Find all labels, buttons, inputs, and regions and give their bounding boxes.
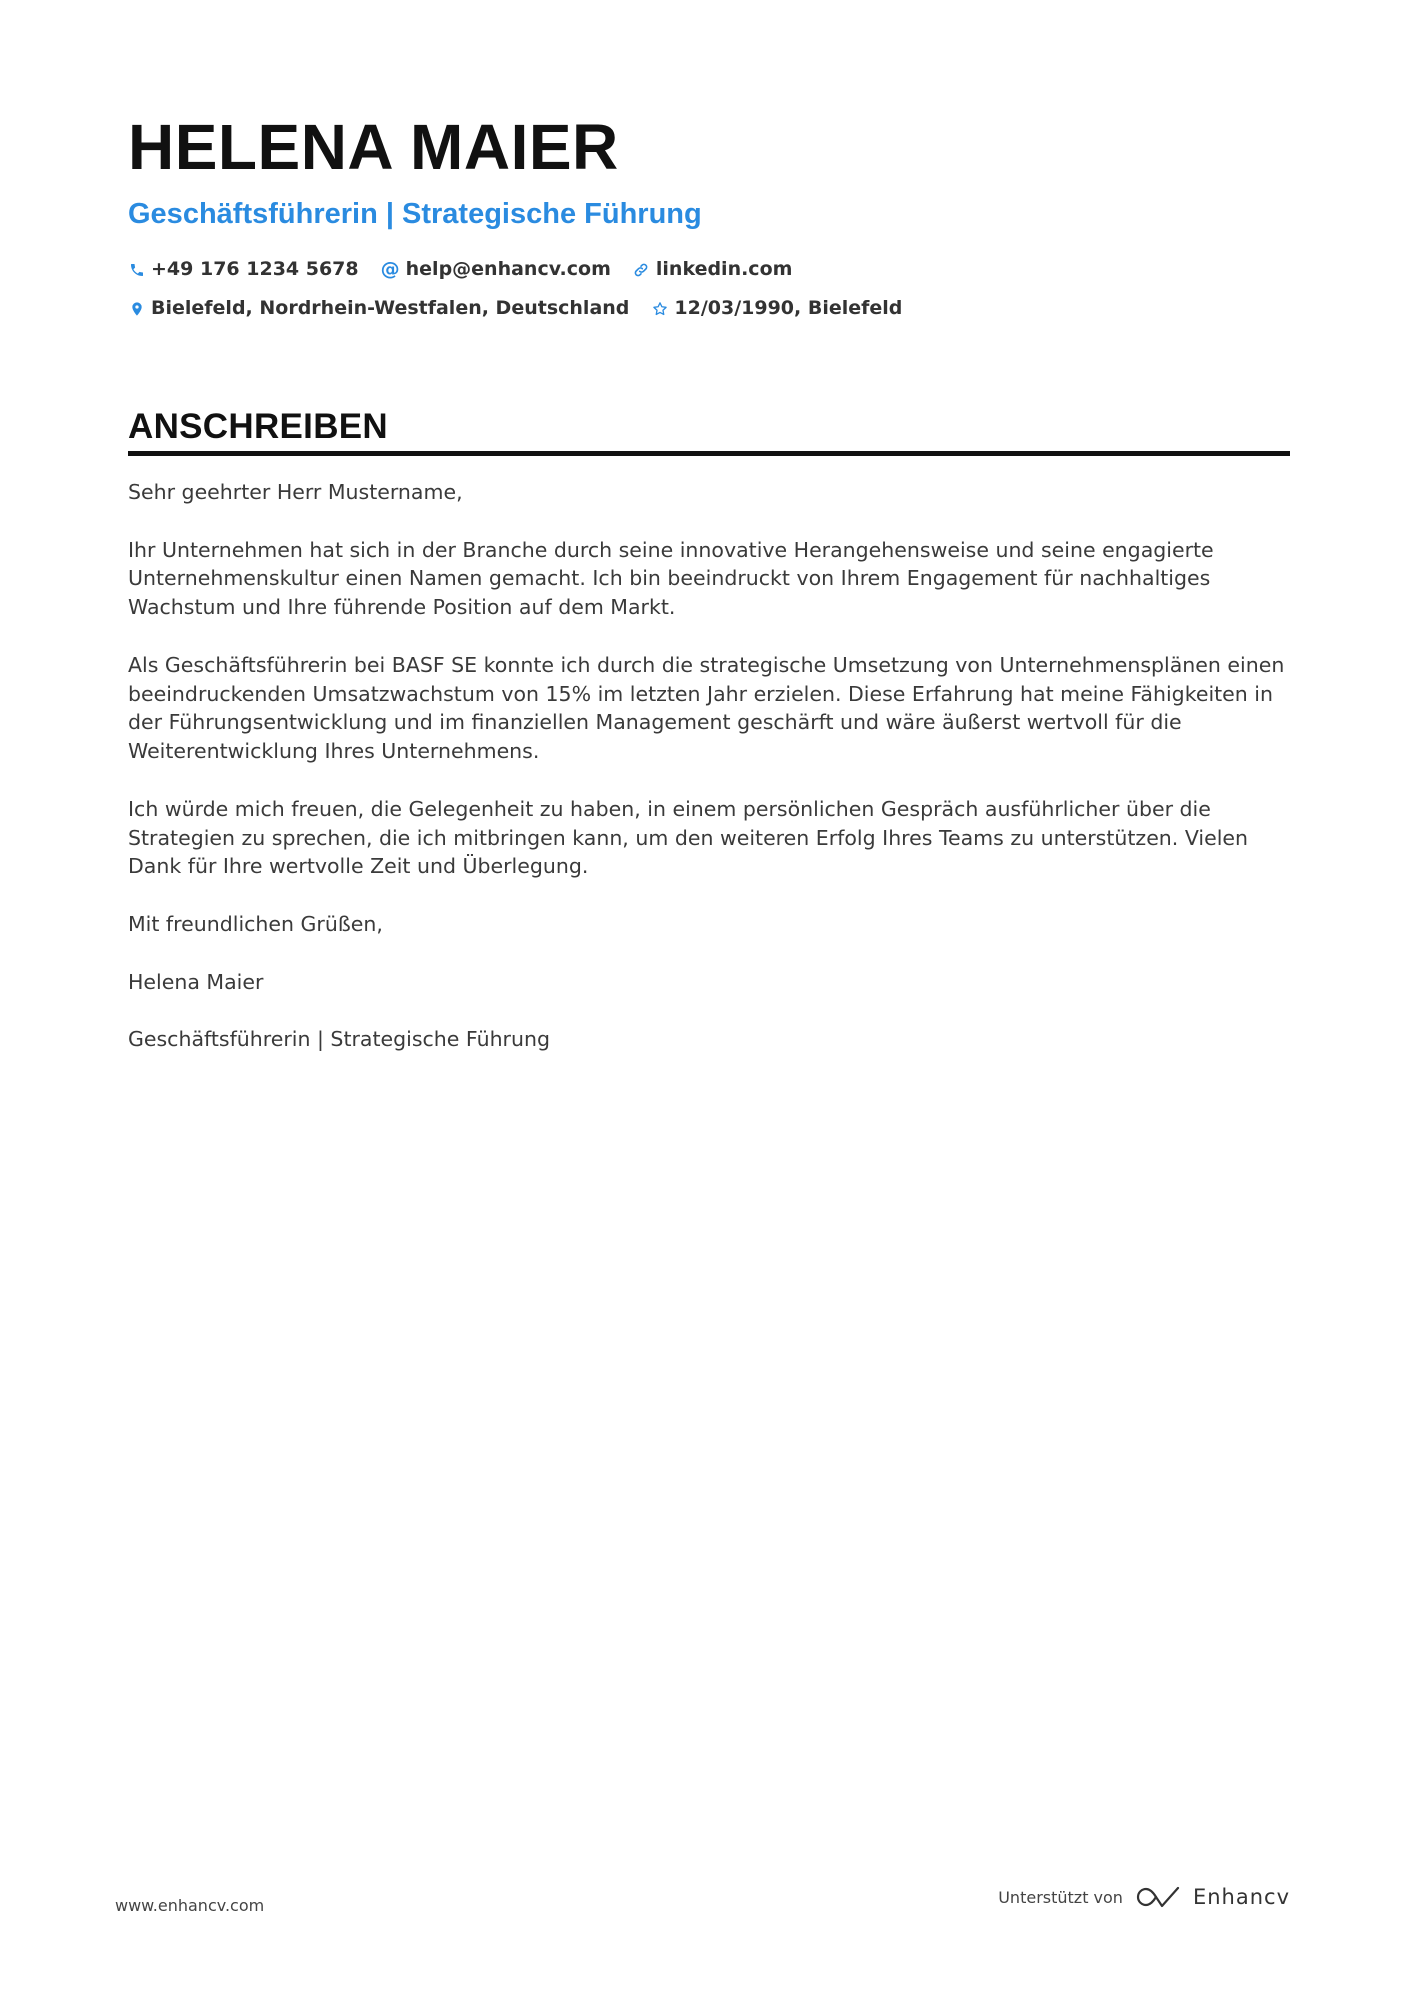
signature-name: Helena Maier — [128, 969, 264, 994]
brand-name: Enhancv — [1192, 1885, 1290, 1909]
location-pin-icon — [128, 300, 145, 317]
powered-by-text: Unterstützt von — [998, 1887, 1123, 1907]
at-icon: @ — [380, 258, 400, 280]
section-title: ANSCHREIBEN — [128, 407, 388, 446]
phone-text: +49 176 1234 5678 — [151, 258, 359, 280]
footer-branding — [998, 1884, 1290, 1910]
letter-paragraph: Ihr Unternehmen hat sich in der Branche durch seine innovative Herangehensweise und seine engagierte Unternehmenskultur einen Namen gemacht. Ich bin beeindruckt von Ihrem Engagement für nachhaltiges Wachstum und Ihre führende Position auf dem Markt. — [128, 537, 1214, 620]
letter-salutation: Sehr geehrter Herr Mustername, — [128, 480, 463, 504]
phone-icon — [128, 261, 145, 278]
applicant-name: HELENA MAIER — [128, 111, 619, 183]
contact-location — [128, 295, 629, 322]
header — [128, 108, 1288, 322]
enhancv-logo-icon — [1135, 1884, 1181, 1910]
applicant-title: Geschäftsführerin | Strategische Führung — [128, 198, 702, 230]
location-text: Bielefeld, Nordrhein-Westfalen, Deutschland — [151, 297, 630, 319]
email-text[interactable]: help@enhancv.com — [405, 258, 611, 280]
footer-website[interactable]: www.enhancv.com — [115, 1896, 265, 1915]
star-icon — [651, 300, 668, 317]
contact-email[interactable] — [381, 256, 611, 283]
letter-closing: Mit freundlichen Grüßen, — [128, 911, 383, 936]
contact-birth — [651, 295, 902, 322]
letter-paragraph: Ich würde mich freuen, die Gelegenheit zu haben, in einem persönlichen Gespräch ausführlicher über die Strategien zu sprechen, die ich mitbringen kann, um den weiteren Erfolg Ihres Teams zu unterstützen. Vielen Dank für Ihre wertvolle Zeit und Überlegung. — [128, 796, 1249, 879]
contact-phone — [128, 256, 359, 283]
link-icon — [633, 261, 650, 278]
cover-letter-section — [128, 405, 1290, 1083]
letter-paragraph: Als Geschäftsführerin bei BASF SE konnte ich durch die strategische Umsetzung von Unternehmensplänen einen beeindruckenden Umsatzwachstum von 15% im letzten Jahr erzielen. Diese Erfahrung hat meine Fähigkeiten in der Führungsentwicklung und im finanziellen Management geschärft und wäre äußerst wertvoll für die Weiterentwicklung Ihres Unternehmens. — [128, 652, 1285, 764]
contact-info — [128, 256, 1288, 322]
section-divider — [128, 451, 1290, 456]
linkedin-text[interactable]: linkedin.com — [655, 258, 793, 280]
birth-text: 12/03/1990, Bielefeld — [674, 297, 903, 319]
letter-body — [128, 478, 1290, 1054]
signature-title: Geschäftsführerin | Strategische Führung — [128, 1027, 550, 1052]
contact-linkedin[interactable] — [633, 256, 793, 283]
